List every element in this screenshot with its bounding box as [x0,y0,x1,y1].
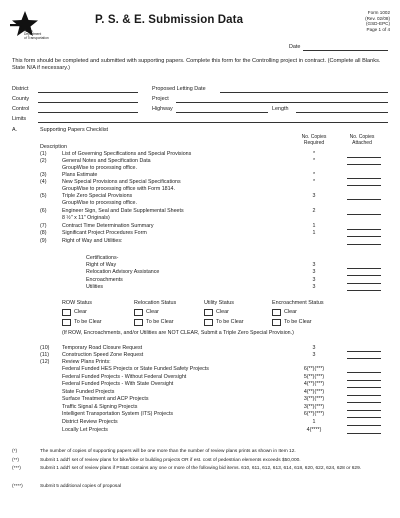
item-description: State Funded Projects [62,389,115,395]
item-required-copies: * [312,158,316,164]
item-number: (10) [40,345,50,351]
logo-text: Texas Department of Transportation [24,29,49,40]
item-required-copies: 3 [312,352,316,358]
item-number: (1) [40,151,47,157]
item-description: Federal Funded Projects - With State Oversight [62,381,174,387]
item-attached-field[interactable] [347,178,381,179]
item-description: Temporary Road Closure Request [62,345,143,351]
item-required-copies: 1 [312,223,316,229]
county-field[interactable] [38,102,138,103]
status-checkbox[interactable] [272,309,281,316]
section-a-letter: A. [12,127,18,133]
highway-label: Highway [152,106,173,112]
col-attached-header: No. Copies Attached [349,134,375,146]
status-option-label: To be Clear [216,319,244,325]
item-description: District Review Projects [62,419,118,425]
length-field[interactable] [296,112,388,113]
item-attached-field[interactable] [347,185,381,186]
row-sub-attached-field[interactable] [347,283,381,284]
item-description: Surface Treatment and ACP Projects [62,396,149,402]
col-required-header: No. Copies Required [301,134,327,146]
item-description: GroupWise to processing office. [62,165,137,171]
item-number: (12) [40,359,50,365]
col-description-header: Description [40,144,67,150]
row-sub-required-copies: 3 [312,277,316,283]
row-sub-item: Encroachments [86,277,123,283]
status-option-label: Clear [146,309,159,315]
limits-field[interactable] [38,122,388,123]
row-sub-attached-field[interactable] [347,290,381,291]
item-attached-field[interactable] [347,410,381,411]
status-option-label: To be Clear [146,319,174,325]
item-attached-field[interactable] [347,244,381,245]
item-description: Plans Estimate [62,172,98,178]
status-checkbox[interactable] [272,319,281,326]
item-description: Triple Zero Special Provisions [62,193,133,199]
limits-label: Limits [12,116,27,122]
status-option-label: Clear [216,309,229,315]
row-sub-item: Right of Way [86,262,117,268]
highway-field[interactable] [176,112,268,113]
item-required-copies: 3(**)(***) [303,404,325,410]
status-group-title: Encroachment Status [272,300,324,306]
item-number: (6) [40,208,47,214]
item-attached-field[interactable] [347,372,381,373]
status-checkbox[interactable] [204,319,213,326]
item-description: Construction Speed Zone Request [62,352,144,358]
row-sub-attached-field[interactable] [347,268,381,269]
row-sub-attached-field[interactable] [347,275,381,276]
item-required-copies: 6(**)(***) [303,366,325,372]
status-group-title: Relocation Status [134,300,177,306]
item-attached-field[interactable] [347,157,381,158]
item-number: (7) [40,223,47,229]
item-description: Traffic Signal & Signing Projects [62,404,138,410]
item-number: (5) [40,193,47,199]
item-description: General Notes and Specification Data [62,158,151,164]
item-attached-field[interactable] [347,164,381,165]
txdot-logo [10,10,49,40]
intro-text: This form should be completed and submitted with supporting papers. Complete this form for the Controlling project in contract. (Complete all Blanks. State N/A if necessary.) [12,58,381,72]
item-required-copies: 5(**)(***) [303,374,325,380]
letting-date-field[interactable] [220,92,388,93]
item-number: (9) [40,238,47,244]
status-option-label: Clear [284,309,297,315]
footnote-text: Submit 5 additional copies of proposal [40,484,122,489]
item-description: 8 ½" x 11" Originals) [62,215,110,221]
item-description: Right of Way and Utilities: [62,238,123,244]
item-attached-field[interactable] [347,402,381,403]
footnote-mark: (*) [12,449,18,454]
item-required-copies: * [312,179,316,185]
item-attached-field[interactable] [347,387,381,388]
item-attached-field[interactable] [347,358,381,359]
item-required-copies: 1 [312,230,316,236]
row-sub-required-copies: 3 [312,269,316,275]
item-required-copies: 2 [312,208,316,214]
control-label: Control [12,106,30,112]
item-description: Contract Time Determination Summary [62,223,154,229]
section-a-title: Supporting Papers Checklist [40,127,109,133]
status-option-label: To be Clear [74,319,102,325]
item-description: Intelligent Transportation System (ITS) Projects [62,411,173,417]
item-description: Locally Let Projects [62,427,108,433]
row-sub-required-copies: 3 [312,262,316,268]
item-description: GroupWise to processing office with Form 1814. [62,186,175,192]
item-attached-field[interactable] [347,395,381,396]
county-label: County [12,96,30,102]
status-checkbox[interactable] [134,309,143,316]
item-number: (4) [40,179,47,185]
item-attached-field[interactable] [347,199,381,200]
item-required-copies: 6(**)(***) [303,411,325,417]
footnote-mark: (***) [12,466,21,471]
status-note: (If ROW, Encroachments, and/or Utilities are NOT CLEAR, Submit a Triple Zero Special Provision.) [62,330,294,336]
footnote-text: The number of copies of supporting papers will be one more than the number of review plans prints as shown in Item 12. [40,449,296,454]
item-attached-field[interactable] [347,229,381,230]
item-attached-field[interactable] [347,351,381,352]
item-required-copies: * [312,151,316,157]
item-required-copies: 1 [312,419,316,425]
status-checkbox[interactable] [62,319,71,326]
item-attached-field[interactable] [347,433,381,434]
item-attached-field[interactable] [347,417,381,418]
item-description: New Special Provisions and Special Specifications [62,179,181,185]
form-id: Form 1002 (Rev. 02/08) (GSD-EPC) Page 1 of 4 [365,10,390,33]
item-attached-field[interactable] [347,236,381,237]
item-description: Engineer Sign, Seal and Date Supplemental Sheets [62,208,184,214]
date-label: Date [289,44,301,50]
footnote-text: Submit 1 add'l set of review plans for bike/bike or building projects OR if est. cost of pedestrian elements exceeds $50,000. [40,458,301,463]
item-required-copies: 3 [312,345,316,351]
item-required-copies: 4(****) [306,427,322,433]
letting-date-label: Proposed Letting Date [152,86,206,92]
item-required-copies: 3 [312,193,316,199]
item-number: (8) [40,230,47,236]
control-field[interactable] [38,112,138,113]
row-sub-item: Relocation Advisory Assistance [86,269,160,275]
item-attached-field[interactable] [347,380,381,381]
length-label: Length [272,106,289,112]
item-number: (11) [40,352,50,358]
status-checkbox[interactable] [134,319,143,326]
status-option-label: To be Clear [284,319,312,325]
item-required-copies: 3(**)(***) [303,396,325,402]
item-required-copies: 4(**)(***) [303,381,325,387]
item-attached-field[interactable] [347,214,381,215]
item-description: Significant Project Procedures Form [62,230,147,236]
status-group-title: Utility Status [204,300,234,306]
date-field[interactable] [303,50,388,51]
footnote-mark: (****) [12,484,23,489]
item-description: Federal Funded Projects - Without Federal Oversight [62,374,187,380]
item-description: Review Plans Prints: [62,359,111,365]
district-label: District [12,86,29,92]
item-required-copies: 4(**)(***) [303,389,325,395]
item-description: GroupWise to processing office. [62,200,137,206]
footnote-text: Submit 1 add'l set of review plans if PS&E contains any one or more of the following bid items. 610, 611, 612, 613, 614, 618, 620, 622, 624, 628 or 629. [40,466,362,471]
item-number: (3) [40,172,47,178]
status-group-title: ROW Status [62,300,92,306]
project-label: Project [152,96,169,102]
item-number: (2) [40,158,47,164]
project-field[interactable] [176,102,388,103]
item-description: Federal Funded HES Projects or State Funded Safety Projects [62,366,209,372]
item-required-copies: * [312,172,316,178]
certifications-label: Certifications- [86,255,119,261]
page-title: P. S. & E. Submission Data [95,14,244,26]
status-checkbox[interactable] [204,309,213,316]
item-description: List of Governing Specifications and Special Provisions [62,151,192,157]
footnote-mark: (**) [12,458,19,463]
item-attached-field[interactable] [347,425,381,426]
district-field[interactable] [38,92,138,93]
status-option-label: Clear [74,309,87,315]
row-sub-item: Utilities [86,284,104,290]
status-checkbox[interactable] [62,309,71,316]
row-sub-required-copies: 3 [312,284,316,290]
